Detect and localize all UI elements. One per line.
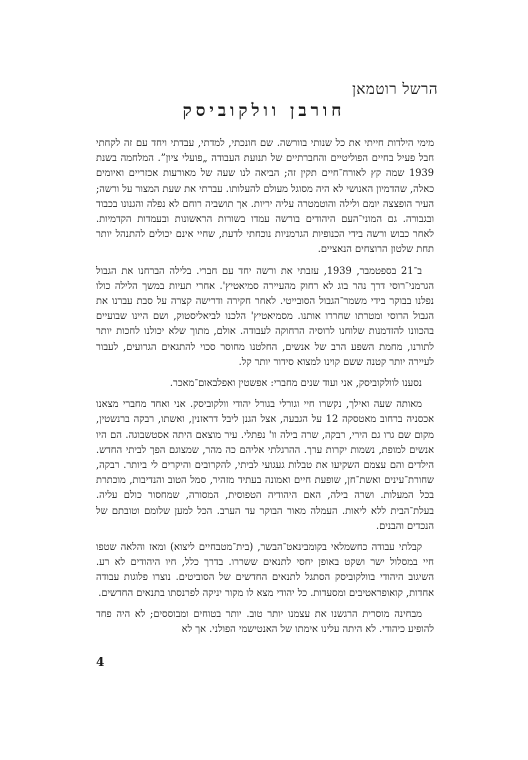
paragraph-4: מאותה שעה ואילך, נקשרו חיי וגורלי בגורל יהודי וולקוביסק. אני ואחד מחברי מצאנו אכסניה ברחוב מאטסקה 12 על הגבעה, אצל הגנן ליבל דראזנין, ואשתו, רבקה ברנשטין, מקום שם גרו גם הירי, רבקה, שרה בילה וו' נפתלי. עיר מוצאם היתה אסטשבוגה. הם היו אנשים למופת, נשמות יקרות ערך. ההרגלתי אליהם כה מהר, שמצוגם הפך לביתי החדש. הילדים והם עצמם השקיעו את טבלות געגועי לביתי, להקרובים והיקרים לי ביותר. רבקה, שחורת־עינים ואשת־חן, שופעת חיים ואמונה בעתיד מזהיר, סמל הטוב והנדיבות, מוכתרת בכל המעלות. ושרה בילה, האם היהודיה הטפוסית, המסורה, שמחסור כולם עליה. בעלת־הבית ללא ליאות. העמלה מאור הבוקר עד הערב. הכל למען שלומם וטובתם של הנכדים והבנים. <box>96 399 434 532</box>
paragraph-6: מבחינה מוסרית הרגשנו את עצמנו יותר טוב. יותר בטוחים ומבוססים; לא היה פחד להופיע כיהודי. לא היתה עלינו אימתו של האנטישמי הפולני. אך לא <box>96 608 434 636</box>
paragraph-2: ב־21 בספטמבר, 1939, עזבתי את ורשה יחד עם חברי. בלילה הברחנו את הגבול הגרמני־רוסי דרך נהר בוג לא רחוק מהעיירה סמיאטיץ'. אחרי תעיות במשך הלילה כולו נפלנו בבוקר בידי משמר־הגבול הסובייטי. לאחר חקירה ודרישה קצרה על סבת עברנו את הגבול הרוסי ומטרתו שחררו אותנו. מסמיאטיץ' הלכנו לביאליסטוק, ושם היינו שבועיים בהכוונו להזדמנות שלוחנו לרוסיה הרחוקה לעבודה. אולם, מתוך שלא יכולנו לחכות יותר לתורנו, מחמת השפע הרב של אנשים, החלטנו מחוסר סכוי להתגאים הגרועים, לעבור לעיירה יותר קטנה ששם קוינו למצוא סידור יותר קל. <box>96 265 434 368</box>
body-text <box>96 136 434 643</box>
chapter-title: חורבן וולקוביסק <box>182 101 346 121</box>
paragraph-1: מימי הילדות חייתי את כל שנותי בוורשה. שם חונכתי, למדתי, עבדתי ויחד עם זה לקחתי חבל פעיל בחיים הפוליטיים והחברתיים של תנועת העבודה „פועלי ציון”. המלחמה בשנת 1939 שמה קץ לאורח־חיים תקין זה; הביאה לנו שעה של מאורעות אכזריים ואיומים כאלה, שהדמיון האנושי לא היה מסוגל מעולם להעלותו. עברתי את שעת המצור על ורשה; העיר הופצצה יומם ולילה והוטמטרה עליה יריות. אך תושביה רוחם לא נפלה והגנונו בכבוד ובגבורה. גם המוני־העם היהודים בורשה עמדו בשורות הראשונות ובעמדות הקדמיות. לאחר כבוש ורשה בידי הכנופיות הגרמניות נוכחתי לדעת, שחיי אינם יכולים להתנהל יותר תחת שלטון הרוצחים הנאציים. <box>95 138 434 256</box>
paragraph-3: נסענו לוולקוביסק, אני ועוד שנים מחברי: אפשטין ואפלבאום־מאכר. <box>169 378 422 390</box>
page-number: 4 <box>96 655 105 669</box>
author-name: הרשל רוטמאן <box>352 80 438 98</box>
paragraph-5: קבלתי עבודה כחשמלאי בקומבינאט־הבשר, (בית־מטבחיים ליצוא) ומאז והלאה שטפו חיי במסלול ישר ושקט באופן יחסי לתנאים ששררו. בדרך כלל, חיו היהודים לא רע. השיגוב היהודי בוולקוביסק הסתגל לתנאים החדשים של הסוביטים. נוצרו פלוגות עבודה אחדות, קואופראטיבים ומסעדות. כל יהודי מצא לו מקור יניקה לפרנסתו בתנאים החדשים. <box>96 542 434 599</box>
